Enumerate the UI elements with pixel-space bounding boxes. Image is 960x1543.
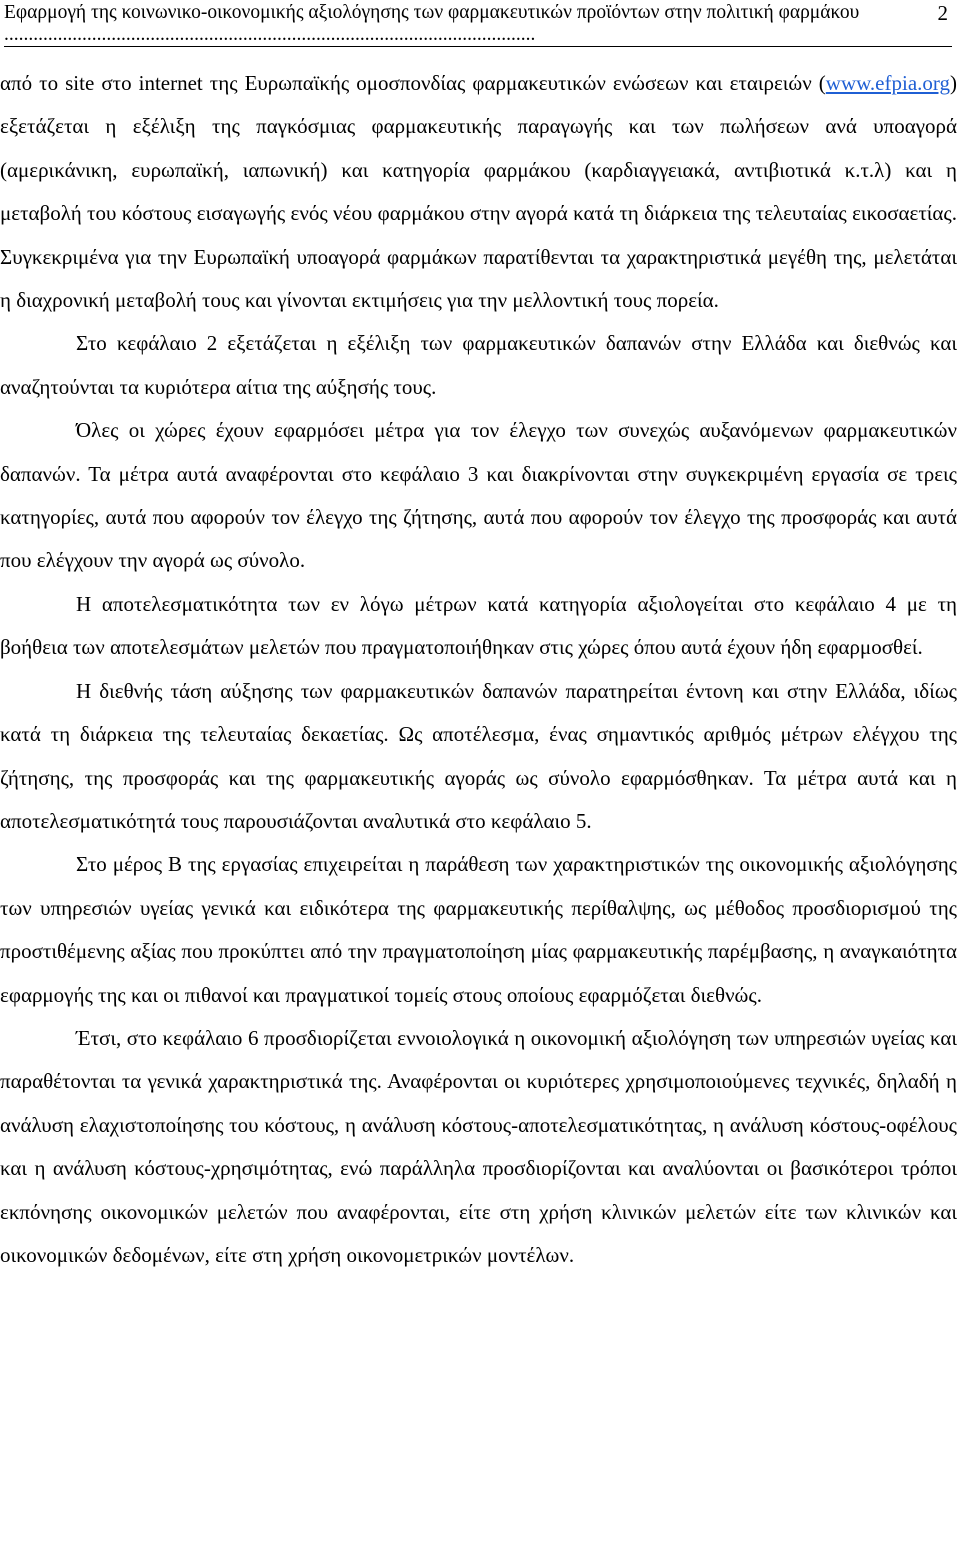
efpia-link[interactable]: www.efpia.org [825,71,950,95]
paragraph-2: Στο κεφάλαιο 2 εξετάζεται η εξέλιξη των φαρμακευτικών δαπανών στην Ελλάδα και διεθνώς και αναζητούνται τα κυριότερα αίτια της αύξησής τους. [0,331,957,399]
paragraph-4: Η αποτελεσματικότητα των εν λόγω μέτρων κατά κατηγορία αξιολογείται στο κεφάλαιο 4 με τη βοήθεια των αποτελεσμάτων μελετών που πραγματοποιήθηκαν στις χώρες όπου αυτά έχουν ήδη εφαρμοσθεί. [0,591,957,660]
paragraph-1-text-end: ) εξετάζεται η εξέλιξη της παγκόσμιας φαρμακευτικής παραγωγής και των πωλήσεων ανά υποαγορά (αμερικάνικη, ευρωπαϊκή, ιαπωνική) και κατηγορία φαρμάκου (καρδιαγγειακά, αντιβιοτικά κ.τ.λ) και η μεταβολή του κόστους εισαγωγής ενός νέου φαρμάκου στην αγορά κατά τη διάρκεια της τελευταίας εικοσαετίας. Συγκεκριμένα για την Ευρωπαϊκή υποαγορά φαρμάκων παρατίθενται τα χαρακτηριστικά μεγέθη της, μελετάται η διαχρονική μεταβολή τους και γίνονται εκτιμήσεις για την μελλοντική τους πορεία. [0,71,957,313]
document-body [0,62,957,1277]
header-title: Εφαρμογή της κοινωνικο-οικονομικής αξιολόγησης των φαρμακευτικών προϊόντων στην πολιτική φαρμάκου ............................................................................................................. [4,2,860,45]
paragraph-1 [0,62,957,322]
page-header [4,2,952,47]
paragraph-6: Στο μέρος Β της εργασίας επιχειρείται η παράθεση των χαρακτηριστικών της οικονομικής αξιολόγησης των υπηρεσιών υγείας γενικά και ειδικότερα της φαρμακευτικής περίθαλψης, ως μέθοδος προσδιορισμού της προστιθέμενης αξίας που προκύπτει από την πραγματοποίηση μίας φαρμακευτικής παρέμβασης, η αναγκαιότητα εφαρμογής της και οι πιθανοί και πραγματικοί τομείς στους οποίους εφαρμόζεται διεθνώς. [0,852,957,1007]
paragraph-5: Η διεθνής τάση αύξησης των φαρμακευτικών δαπανών παρατηρείται έντονη και στην Ελλάδα, ιδίως κατά τη διάρκεια της τελευταίας δεκαετίας. Ως αποτέλεσμα, ένας σημαντικός αριθμός μέτρων ελέγχου της ζήτησης, της προσφοράς και της φαρμακευτικής αγοράς ως σύνολο εφαρμόσθηκαν. Τα μέτρα αυτά και η αποτελεσματικότητά τους παρουσιάζονται αναλυτικά στο κεφάλαιο 5. [0,678,957,833]
page-number: 2 [937,1,948,25]
paragraph-1-text-start: από το site στο internet της Ευρωπαϊκής ομοσπονδίας φαρμακευτικών ενώσεων και εταιρειών ( [0,71,826,95]
paragraph-3: Όλες οι χώρες έχουν εφαρμόσει μέτρα για τον έλεγχο των συνεχώς αυξανόμενων φαρμακευτικών δαπανών. Τα μέτρα αυτά αναφέρονται στο κεφάλαιο 3 και διακρίνονται στην συγκεκριμένη εργασία σε τρεις κατηγορίες, αυτά που αφορούν τον έλεγχο της ζήτησης, αυτά που αφορούν τον έλεγχο της προσφοράς και αυτά που ελέγχουν την αγορά ως σύνολο. [0,418,957,573]
paragraph-7: Έτσι, στο κεφάλαιο 6 προσδιορίζεται εννοιολογικά η οικονομική αξιολόγηση των υπηρεσιών υγείας και παραθέτονται τα γενικά χαρακτηριστικά της. Αναφέρονται οι κυριότερες χρησιμοποιούμενες τεχνικές, δηλαδή η ανάλυση ελαχιστοποίησης του κόστους, η ανάλυση κόστους-αποτελεσματικότητας, η ανάλυση κόστους-οφέλους και η ανάλυση κόστους-χρησιμότητας, ενώ παράλληλα προσδιορίζονται και αναλύονται οι βασικότεροι τρόποι εκπόνησης οικονομικών μελετών που αναφέρονται, είτε στη χρήση κλινικών μελετών είτε των κλινικών και οικονομικών δεδομένων, είτε στη χρήση οικονομετρικών μοντέλων. [0,1025,957,1267]
